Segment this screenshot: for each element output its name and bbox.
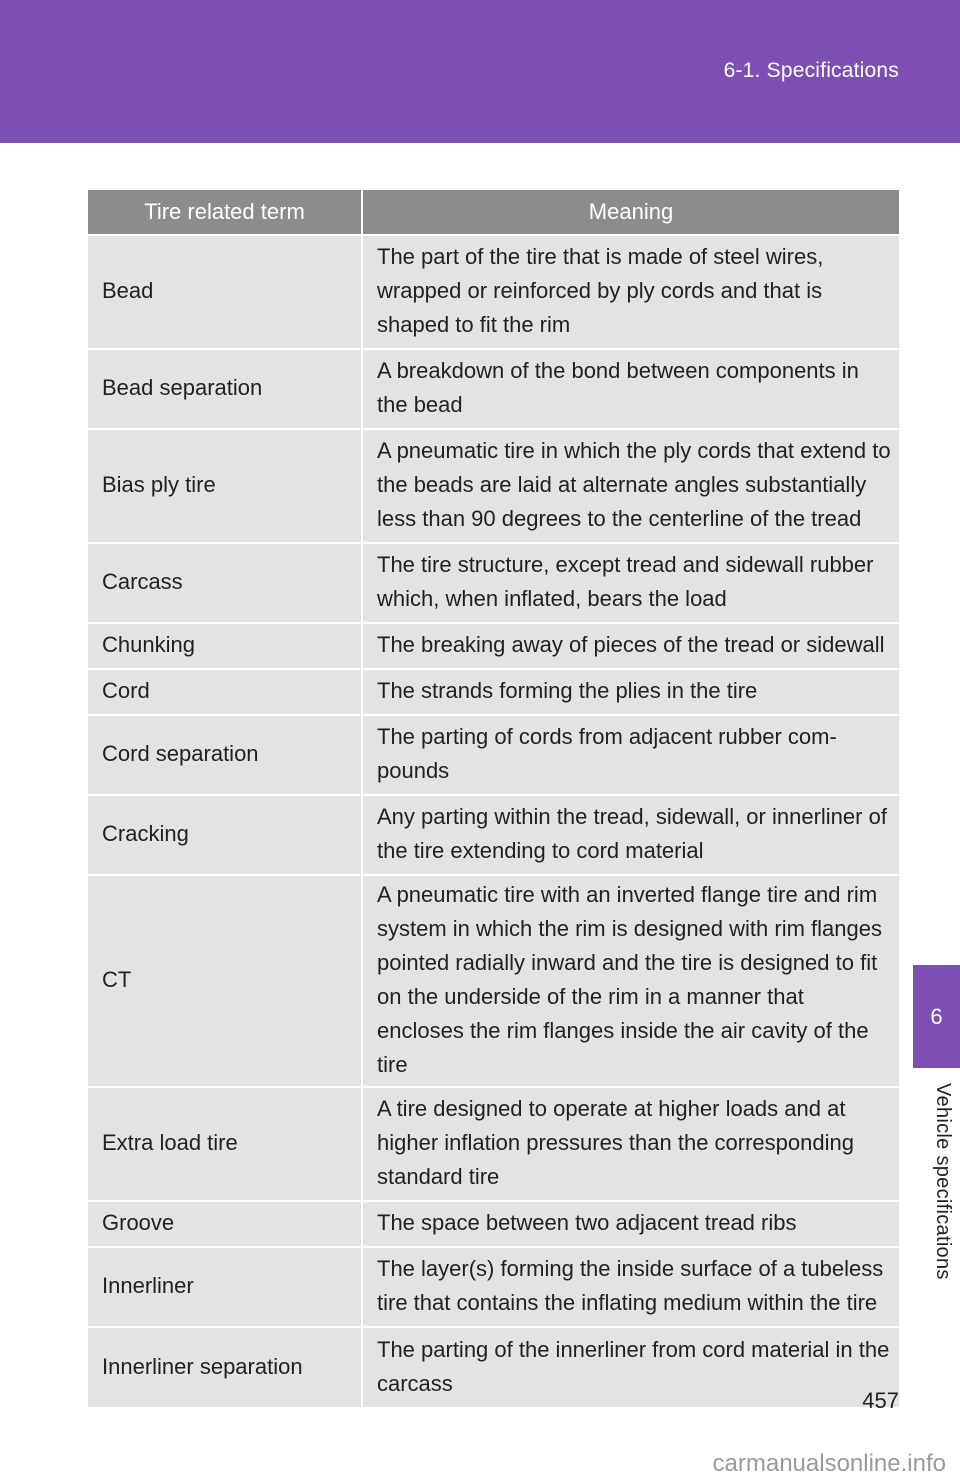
column-header-meaning: Meaning xyxy=(362,190,899,235)
term-cell: Cracking xyxy=(88,795,362,875)
meaning-cell: The tire structure, except tread and sidewall rubber which, when inflated, bears the load xyxy=(362,543,899,623)
term-cell: Innerliner separation xyxy=(88,1327,362,1407)
meaning-cell: The breaking away of pieces of the tread or sidewall xyxy=(362,623,899,669)
table-row xyxy=(88,715,899,795)
table-row xyxy=(88,235,899,349)
term-cell: Groove xyxy=(88,1201,362,1247)
chapter-label: Vehicle specifications xyxy=(932,1083,954,1280)
table-row xyxy=(88,669,899,715)
term-cell: Carcass xyxy=(88,543,362,623)
table-row xyxy=(88,875,899,1087)
watermark: carmanualsonline.info xyxy=(712,1450,946,1477)
table-row xyxy=(88,1327,899,1407)
meaning-cell: A breakdown of the bond between components in the bead xyxy=(362,349,899,429)
meaning-cell: A tire designed to operate at higher loads and at higher inflation pressures than the corresponding standard tire xyxy=(362,1087,899,1201)
chapter-number: 6 xyxy=(930,1003,943,1029)
meaning-cell: The strands forming the plies in the tire xyxy=(362,669,899,715)
table-row xyxy=(88,543,899,623)
term-cell: Bead xyxy=(88,235,362,349)
meaning-cell: A pneumatic tire with an inverted flange tire and rim system in which the rim is designed with rim flanges pointed radially inward and the tire is designed to fit on the underside of the rim in a manner that encloses the rim flanges inside the air cavity of the tire xyxy=(362,875,899,1087)
meaning-cell: The layer(s) forming the inside surface of a tubeless tire that contains the inflating medium within the tire xyxy=(362,1247,899,1327)
meaning-cell: Any parting within the tread, sidewall, or innerliner of the tire extending to cord material xyxy=(362,795,899,875)
table-row xyxy=(88,349,899,429)
term-cell: Extra load tire xyxy=(88,1087,362,1201)
meaning-cell: The part of the tire that is made of steel wires, wrapped or reinforced by ply cords and that is shaped to fit the rim xyxy=(362,235,899,349)
column-header-term: Tire related term xyxy=(88,190,362,235)
table-row xyxy=(88,1201,899,1247)
term-cell: Bead separation xyxy=(88,349,362,429)
term-cell: Innerliner xyxy=(88,1247,362,1327)
chapter-tab[interactable] xyxy=(913,965,960,1068)
meaning-cell: The space between two adjacent tread ribs xyxy=(362,1201,899,1247)
term-cell: CT xyxy=(88,875,362,1087)
header-band xyxy=(0,0,960,143)
table-header-row xyxy=(88,190,899,235)
table-row xyxy=(88,1247,899,1327)
table-row xyxy=(88,1087,899,1201)
meaning-cell: The parting of the innerliner from cord material in the carcass xyxy=(362,1327,899,1407)
table-row xyxy=(88,795,899,875)
table-row xyxy=(88,623,899,669)
term-cell: Cord separation xyxy=(88,715,362,795)
tire-terms-table xyxy=(88,190,899,1407)
page-number: 457 xyxy=(862,1388,899,1413)
term-cell: Bias ply tire xyxy=(88,429,362,543)
term-cell: Cord xyxy=(88,669,362,715)
meaning-cell: A pneumatic tire in which the ply cords that extend to the beads are laid at alternate angles substantially less than 90 degrees to the centerline of the tread xyxy=(362,429,899,543)
meaning-cell: The parting of cords from adjacent rubber com-pounds xyxy=(362,715,899,795)
section-title: 6-1. Specifications xyxy=(723,59,899,82)
table-row xyxy=(88,429,899,543)
term-cell: Chunking xyxy=(88,623,362,669)
